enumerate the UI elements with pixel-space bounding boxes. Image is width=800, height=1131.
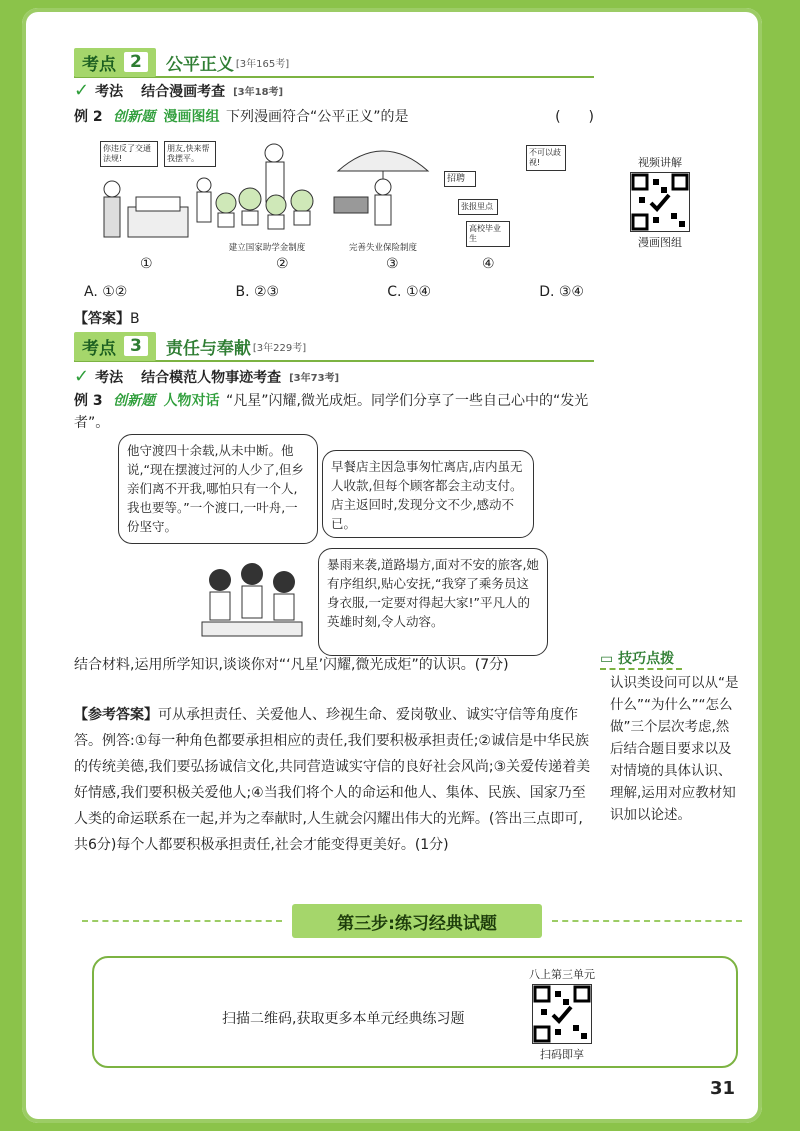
answer-blank: ( ) — [555, 109, 594, 125]
answer-value: B — [130, 311, 140, 327]
step-3-banner: 第三步:练习经典试题 — [292, 904, 542, 938]
section-count: [3年229考] — [252, 342, 307, 354]
story-bubble-1: 他守渡四十余载,从未中断。他说,“现在摆渡过河的人少了,但乡亲们离不开我,哪怕只有一个人,我也要等。”一个渡口,一叶舟,一份坚守。 — [118, 434, 318, 544]
step-divider-left — [82, 920, 282, 922]
story-bubble-3: 暴雨来袭,道路塌方,面对不安的旅客,她有序组织,贴心安抚,“我穿了乘务员这身衣服,一定要对得起大家!”平凡人的英雄时刻,令人动容。 — [318, 548, 548, 656]
story-bubble-2: 早餐店主因急事匆忙离店,店内虽无人收款,但每个顾客都会主动支付。店主返回时,发现分文不少,感动不已。 — [322, 450, 534, 538]
tips-header — [600, 648, 682, 670]
reference-answer-text: 可从承担责任、关爱他人、珍视生命、爱岗敬业、诚实守信等角度作答。例答:①每一种角色都要承担相应的责任,我们要积极承担责任;②诚信是中华民族的传统美德,我们要弘扬诚信文化,共同营造诚实守信的良好社会风尚;③关爱传递着美好情感,我们要积极关爱他人;④当我们将个人的命运和他人、集体、民族、国家乃至人类的命运联系在一起,并为之奉献时,人生就会闪耀出伟大的光辉。(答出三点即可,共6分)每个人都要积极承担责任,社会才能变得更美好。(1分) — [74, 707, 591, 853]
section-tag — [74, 332, 156, 361]
book-icon: ▭ — [600, 651, 614, 667]
comic-3-caption: 完善失业保险制度 — [348, 243, 417, 253]
page-number: 31 — [710, 1078, 736, 1099]
comic-1-drawing — [98, 167, 228, 257]
practice-qr-block[interactable] — [522, 966, 602, 1062]
section-number: 3 — [124, 336, 148, 356]
innovation-label: 创新题 — [113, 109, 156, 125]
example-3-subquestion: 结合材料,运用所学知识,谈谈你对“‘凡星’闪耀,微光成炬”的认识。(7分) — [74, 657, 509, 673]
section-2-header — [74, 48, 594, 78]
comic-1-bubble-a: 你违反了交通法规! — [100, 141, 158, 167]
section-title: 公平正义 — [165, 54, 234, 75]
option-d[interactable]: D. ③④ — [539, 284, 584, 300]
comic-2-caption: 建立国家助学金制度 — [228, 243, 306, 253]
bottom-practice-text: 扫描二维码,获取更多本单元经典练习题 — [222, 1011, 465, 1027]
method-count: [3年73考] — [289, 373, 340, 384]
innovation-label: 创新题 — [113, 393, 156, 409]
method-label: 考法 — [95, 83, 124, 100]
step-divider-right — [552, 920, 742, 922]
section-title: 责任与奉献 — [165, 338, 251, 359]
example-number: 例 2 — [74, 109, 103, 125]
option-c[interactable]: C. ①④ — [387, 284, 432, 300]
video-qr-block[interactable] — [620, 154, 700, 250]
tips-body: 认识类设问可以从“是什么”“为什么”“怎么做”三个层次考虑,然后结合题目要求以及对情境的具体认识、理解,运用对应教材知识加以论述。 — [610, 675, 739, 823]
comic-4-bubble: 不可以歧视! — [526, 145, 566, 171]
qr-pattern — [631, 173, 689, 231]
tips-title: 技巧点拨 — [618, 651, 675, 667]
page-content — [22, 8, 762, 1123]
method-3 — [74, 366, 339, 387]
section-count: [3年165考] — [235, 58, 290, 70]
comic-1 — [80, 141, 210, 253]
comic-4 — [438, 141, 568, 253]
reference-answer — [74, 702, 594, 858]
qr-code-icon[interactable] — [532, 984, 592, 1044]
question-kind: 人物对话 — [163, 393, 220, 409]
example-number: 例 3 — [74, 393, 103, 409]
comic-4-sign-recruit: 招聘 — [444, 171, 476, 187]
option-a[interactable]: A. ①② — [84, 284, 128, 300]
qr-pattern — [533, 985, 591, 1043]
comic-2-drawing — [212, 141, 322, 236]
practice-qr-caption-bottom: 扫码即享 — [540, 1048, 584, 1061]
comic-2-number: ② — [276, 256, 289, 272]
comic-4-number: ④ — [482, 256, 495, 272]
video-qr-caption-top: 视频讲解 — [638, 156, 682, 169]
comic-3 — [328, 141, 438, 253]
check-icon: ✓ — [74, 80, 90, 101]
section-tag-label: 考点 — [82, 54, 116, 75]
students-illustration — [198, 556, 308, 644]
options — [84, 284, 584, 300]
question-kind: 漫画图组 — [163, 109, 220, 125]
method-text: 结合漫画考查 — [141, 83, 226, 100]
example-3-question — [74, 390, 594, 434]
comic-2 — [212, 141, 322, 253]
option-b[interactable]: B. ②③ — [235, 284, 280, 300]
comic-4-sign-3: 高校毕业生 — [466, 221, 510, 247]
section-number: 2 — [124, 52, 148, 72]
section-tag — [74, 48, 156, 77]
question-text: “凡星”闪耀,微光成炬。同学们分享了一些自己心中的“发光者”。 — [74, 393, 589, 431]
answer-label: 【答案】 — [74, 311, 130, 327]
method-count: [3年18考] — [233, 87, 284, 98]
check-icon: ✓ — [74, 366, 90, 387]
comic-1-bubble-b: 朋友,快来帮我摆平。 — [164, 141, 216, 167]
method-text: 结合模范人物事迹考查 — [141, 369, 282, 386]
qr-code-icon[interactable] — [630, 172, 690, 232]
section-3-header — [74, 332, 594, 362]
video-qr-caption-bottom: 漫画图组 — [638, 236, 682, 249]
question-text: 下列漫画符合“公平正义”的是 — [225, 109, 409, 125]
practice-qr-caption-top: 八上第三单元 — [529, 968, 595, 981]
method-label: 考法 — [95, 369, 124, 386]
comic-4-sign-2: 张报里点 — [458, 199, 498, 215]
comic-1-number: ① — [140, 256, 153, 272]
comic-3-drawing — [328, 141, 438, 236]
method-2 — [74, 80, 283, 101]
comic-3-number: ③ — [386, 256, 399, 272]
reference-answer-label: 【参考答案】 — [74, 707, 158, 723]
example-2-answer — [74, 308, 140, 328]
section-tag-label: 考点 — [82, 338, 116, 359]
example-2-question — [74, 106, 594, 128]
